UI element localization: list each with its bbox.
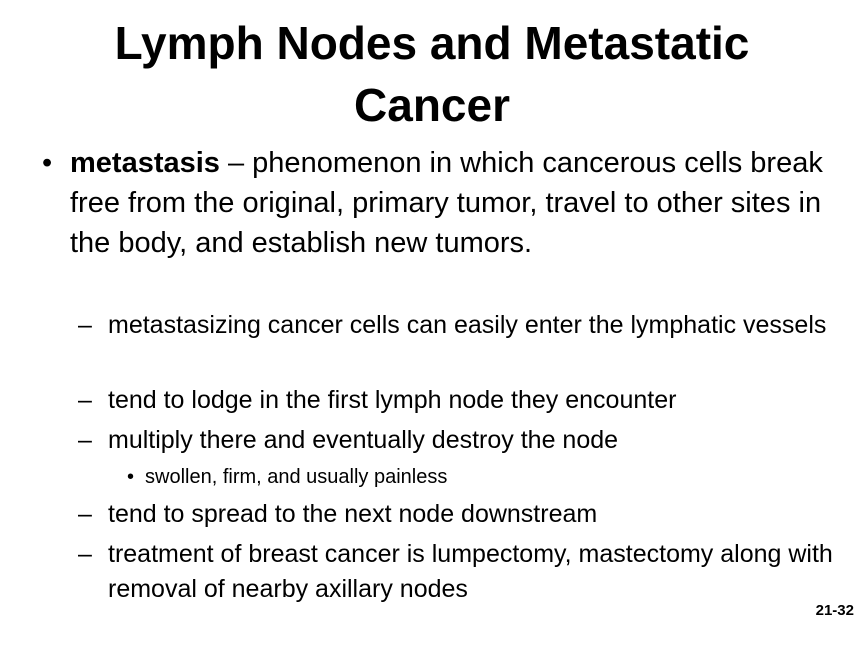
bullet-icon: •	[42, 147, 53, 179]
subpoint-text: treatment of breast cancer is lumpectomy, mastectomy along with removal of nearby axillary nodes	[108, 540, 833, 603]
bullet-text	[70, 143, 830, 263]
small-bullet-icon: •	[127, 466, 135, 488]
subpoint-text: tend to spread to the next node downstream	[108, 500, 598, 528]
subpoint-text: multiply there and eventually destroy the node	[108, 426, 619, 454]
subsubpoint-text: swollen, firm, and usually painless	[145, 466, 448, 488]
dash-icon: –	[78, 426, 92, 454]
subpoint-text: metastasizing cancer cells can easily enter the lymphatic vessels	[108, 311, 827, 339]
slide-number: 21-32	[815, 602, 854, 619]
dash-icon: –	[78, 311, 92, 339]
dash-icon: –	[78, 386, 92, 414]
bullet-term: metastasis	[70, 147, 220, 179]
bullet-definition: – phenomenon in which cancerous cells break free from the original, primary tumor, travel to other sites in the body, and establish new tumors.	[70, 147, 823, 259]
dash-icon: –	[78, 500, 92, 528]
dash-icon: –	[78, 540, 92, 568]
slide-title: Lymph Nodes and Metastatic Cancer	[114, 17, 750, 131]
subpoint-text: tend to lodge in the first lymph node they encounter	[108, 386, 677, 414]
